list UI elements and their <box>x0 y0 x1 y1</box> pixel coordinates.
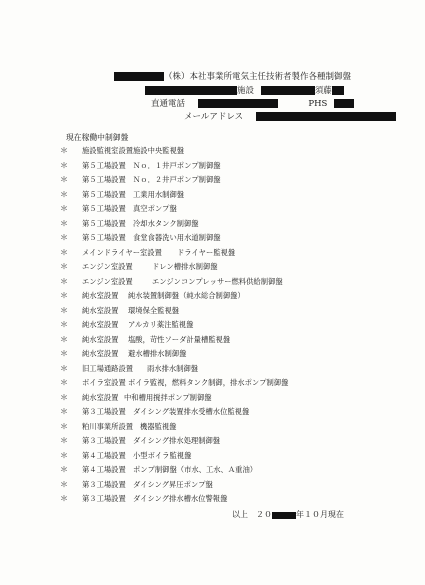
item-location: 旧工場通路設置 <box>82 363 134 373</box>
asterisk-bullet: ＊ <box>60 450 68 460</box>
item-description: 真空ポンプ盤 <box>133 204 177 213</box>
email-line <box>184 112 396 123</box>
item-description: 小型ボイラ監視盤 <box>133 450 192 460</box>
asterisk-bullet: ＊ <box>60 146 68 155</box>
item-location: 純水室設置 <box>82 349 119 358</box>
item-description: エンジンコンプレッサー燃料供給制御盤 <box>152 276 283 286</box>
phone-label: 直通電話 <box>151 99 186 109</box>
item-location: 純水室設置 <box>82 305 119 315</box>
item-description: 工業用水制御盤 <box>133 189 185 199</box>
asterisk-bullet: ＊ <box>60 262 68 271</box>
item-description: Ｎｏ．２井戸ポンプ制御盤 <box>133 175 221 184</box>
item-location: 第３工場設置 <box>82 479 126 489</box>
item-description: ダイシング排水槽水位警報盤 <box>133 494 228 503</box>
item-location: ボイラ室設置 <box>82 378 126 387</box>
item-location: 第５工場設置 <box>82 218 126 228</box>
asterisk-bullet: ＊ <box>60 494 68 503</box>
asterisk-bullet: ＊ <box>60 479 68 489</box>
section-title: 現在稼働中制御盤 <box>66 133 129 142</box>
redaction-mark <box>332 86 344 95</box>
phone-line <box>151 99 354 110</box>
asterisk-bullet: ＊ <box>60 320 68 329</box>
email-label: メールアドレス <box>184 112 244 122</box>
item-description: ダイシング排水処理制御盤 <box>133 436 221 445</box>
asterisk-bullet: ＊ <box>60 160 68 170</box>
asterisk-bullet: ＊ <box>60 465 68 474</box>
asterisk-bullet: ＊ <box>60 436 68 445</box>
item-location: 粕川事業所設置 <box>82 421 134 431</box>
item-location: エンジン室設置 <box>82 276 133 286</box>
asterisk-bullet: ＊ <box>60 392 68 402</box>
item-location: メインドライヤー室設置 <box>82 247 162 257</box>
asterisk-bullet: ＊ <box>60 305 68 315</box>
item-location: 第５工場設置 <box>82 175 126 184</box>
asterisk-bullet: ＊ <box>60 334 68 344</box>
item-location: 第５工場設置 <box>82 160 126 170</box>
footer-suffix: 年１０月現在 <box>296 510 344 519</box>
asterisk-bullet: ＊ <box>60 363 68 373</box>
item-description: 中和槽用撹拌ポンプ制御盤 <box>124 392 212 402</box>
item-location: 純水室設置 <box>82 334 119 344</box>
footer-prefix: 以上 ２０ <box>232 510 272 519</box>
item-description: 雨水排水制御盤 <box>147 363 199 373</box>
asterisk-bullet: ＊ <box>60 378 68 387</box>
item-location: 第３工場設置 <box>82 407 126 416</box>
asterisk-bullet: ＊ <box>60 407 68 416</box>
item-description: ポンプ制御盤（市水、工水、Ａ重油） <box>133 465 258 474</box>
item-location: 第５工場設置 <box>82 233 126 242</box>
item-description: 環境保全監視盤 <box>128 305 180 315</box>
item-location: 第５工場設置 <box>82 189 126 199</box>
item-location: 第４工場設置 <box>82 465 126 474</box>
item-description: ボイラ監視，燃料タンク制御，排水ポンプ制御盤 <box>128 378 289 387</box>
item-location: 純水室設置 <box>82 320 119 329</box>
item-location: 純水室設置 <box>82 291 119 300</box>
asterisk-bullet: ＊ <box>60 349 68 358</box>
redaction-mark <box>114 72 164 81</box>
department-text: 施設 <box>237 86 255 96</box>
item-location: 施設監視室設置 <box>82 146 134 155</box>
company-text: （株）本社事業所電気主任技術者製作各種制御盤 <box>164 72 352 82</box>
asterisk-bullet: ＊ <box>60 233 68 242</box>
asterisk-bullet: ＊ <box>60 247 68 257</box>
item-description: 避水槽排水制御盤 <box>128 349 187 358</box>
asterisk-bullet: ＊ <box>60 204 68 213</box>
redaction-mark <box>198 99 278 108</box>
item-description: 食堂食器洗い用水道制御盤 <box>133 233 221 242</box>
asterisk-bullet: ＊ <box>60 421 68 431</box>
asterisk-bullet: ＊ <box>60 218 68 228</box>
item-description: アルカリ薬注監視盤 <box>128 320 194 329</box>
item-description: 塩酸，苛性ソーダ計量槽監視盤 <box>128 334 231 344</box>
item-description: 純水装置制御盤（純水総合制御盤） <box>128 291 245 300</box>
item-description: ドライヤー監視盤 <box>177 247 236 257</box>
redaction-mark <box>334 99 354 108</box>
item-location: 第５工場設置 <box>82 204 126 213</box>
asterisk-bullet: ＊ <box>60 175 68 184</box>
asterisk-bullet: ＊ <box>60 291 68 300</box>
footer-date <box>232 509 344 520</box>
company-line <box>114 72 351 83</box>
item-description: Ｎｏ．１井戸ポンプ制御盤 <box>133 160 221 170</box>
item-description: ドレン槽排水制御盤 <box>152 262 218 271</box>
item-location: 純水室設置 <box>82 392 119 402</box>
asterisk-bullet: ＊ <box>60 276 68 286</box>
name-text: 須藤 <box>314 86 332 96</box>
item-description: 冷却水タンク制御盤 <box>133 218 199 228</box>
item-location: エンジン室設置 <box>82 262 133 271</box>
item-description: ダイシング昇圧ポンプ盤 <box>133 479 213 489</box>
redaction-mark <box>272 512 296 519</box>
item-location: 第３工場設置 <box>82 436 126 445</box>
redaction-mark <box>256 112 396 121</box>
department-line <box>145 86 344 97</box>
redaction-mark <box>261 86 315 95</box>
item-description: ダイシング装置排水受槽水位監視盤 <box>133 407 250 416</box>
item-location: 第４工場設置 <box>82 450 126 460</box>
asterisk-bullet: ＊ <box>60 189 68 199</box>
item-location: 第３工場設置 <box>82 494 126 503</box>
item-description: 機器監視盤 <box>140 421 177 431</box>
phs-label: PHS <box>308 99 328 109</box>
redaction-mark <box>145 86 237 95</box>
item-description: 施設中央監視盤 <box>133 146 185 155</box>
